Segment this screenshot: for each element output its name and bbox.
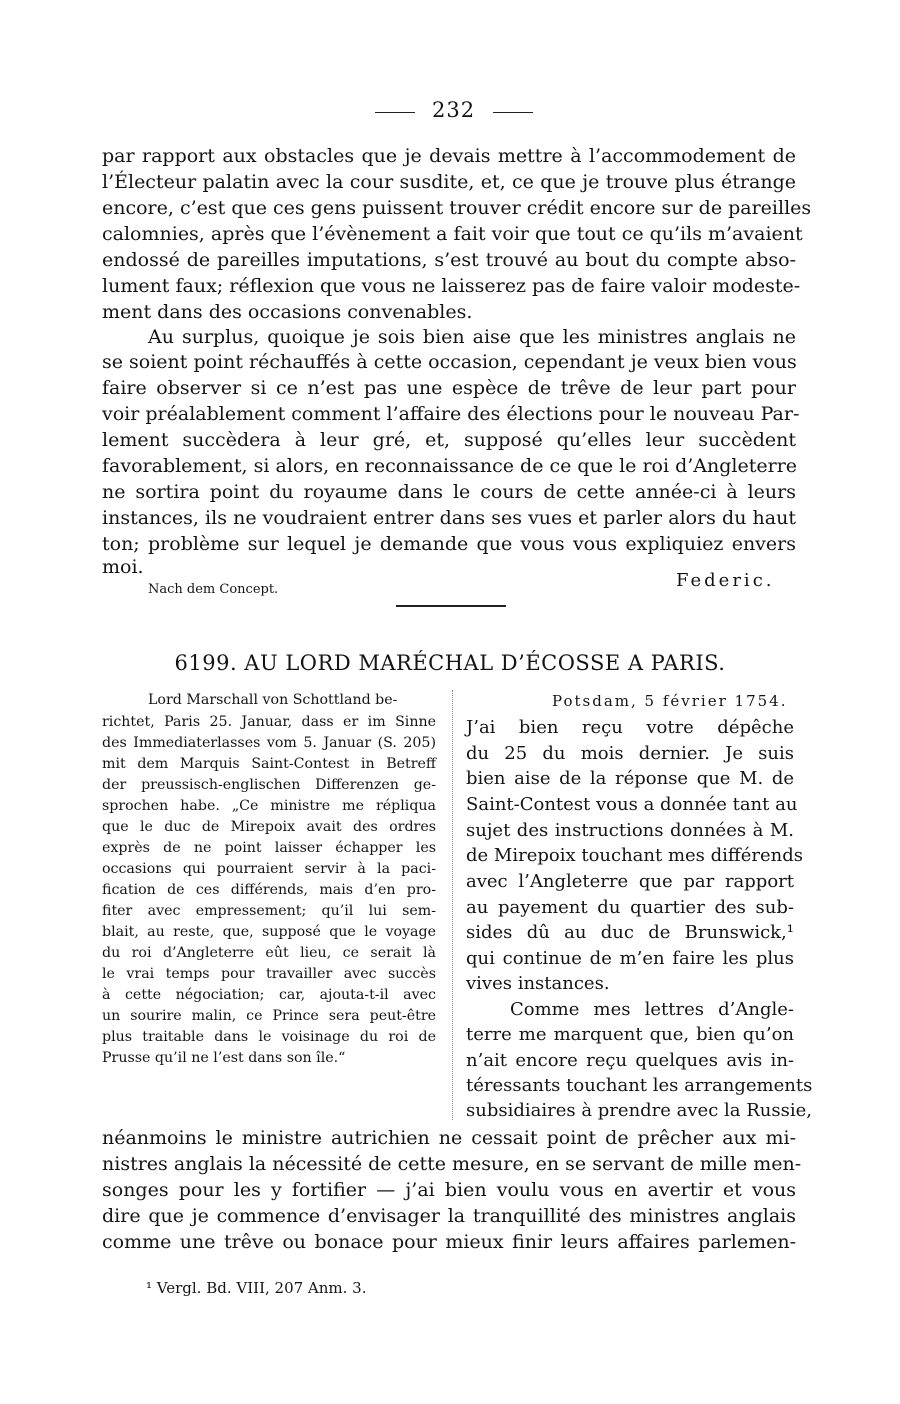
text-line: comme une trêve ou bonace pour mieux finir leurs affaires parlemen- — [102, 1231, 796, 1253]
text-line: Au surplus, quoique je sois bien aise que les ministres anglais ne — [148, 326, 796, 348]
summary-line: Lord Marschall von Schottland be- — [148, 692, 398, 708]
summary-line: à cette négociation; car, ajouta-t-il avec — [102, 987, 436, 1003]
text-line: encore, c’est que ces gens puissent trouver crédit encore sur de pareilles — [102, 197, 812, 219]
summary-line: du roi d’Angleterre eût lieu, ce serait là — [102, 945, 436, 961]
summary-line: le vrai temps pour travailler avec succès — [102, 966, 436, 982]
text-line: dire que je commence d’envisager la tranquillité des ministres anglais — [102, 1205, 796, 1227]
page-number: 232 — [432, 98, 476, 122]
text-line: ne sortira point du royaume dans le cours de cette année-ci à leurs — [102, 481, 796, 503]
text-line: moi. — [102, 556, 144, 578]
text-line: instances, ils ne voudraient entrer dans ses vues et parler alors du haut — [102, 507, 796, 529]
letter-line: terre me marquent que, bien qu’on — [466, 1024, 794, 1045]
text-line: favorablement, si alors, en reconnaissance de ce que le roi d’Angleterre — [102, 455, 798, 477]
text-line: par rapport aux obstacles que je devais mettre à l’accommodement de — [102, 145, 796, 167]
summary-line: der preussisch-englischen Differenzen ge- — [102, 777, 436, 793]
summary-line: exprès de ne point laisser échapper les — [102, 840, 436, 856]
text-line: faire observer si ce n’est pas une espèce de trêve de leur part pour — [102, 377, 796, 399]
letter-line: J’ai bien reçu votre dépêche — [466, 717, 794, 738]
letter-line: sujet des instructions données à M. — [466, 820, 794, 841]
text-line: lument faux; réflexion que vous ne laisserez pas de faire valoir modeste- — [102, 275, 801, 297]
summary-line: sprochen habe. „Ce ministre me répliqua — [102, 798, 436, 814]
dateline: Potsdam, 5 février 1754. — [552, 692, 788, 710]
footnote: ¹ Vergl. Bd. VIII, 207 Anm. 3. — [146, 1279, 367, 1297]
text-line: voir préalablement comment l’affaire des élections pour le nouveau Par- — [102, 403, 800, 425]
text-line: songes pour les y fortifier — j’ai bien voulu vous en avertir et vous — [102, 1179, 796, 1201]
summary-line: Prusse qu’il ne l’est dans son île.“ — [102, 1050, 346, 1066]
source-note: Nach dem Concept. — [148, 582, 279, 597]
summary-line: fication de ces différends, mais d’en pro- — [102, 882, 436, 898]
summary-line: mit dem Marquis Saint-Contest in Betreff — [102, 756, 436, 772]
text-line: calomnies, après que l’évènement a fait voir que tout ce qu’ils m’avaient — [102, 223, 803, 245]
text-line: lement succèdera à leur gré, et, supposé qu’elles leur succèdent — [102, 429, 796, 451]
letter-line: au payement du quartier des sub- — [466, 897, 794, 918]
header-rule-right — [493, 112, 533, 113]
text-line: néanmoins le ministre autrichien ne cessait point de prêcher aux mi- — [102, 1127, 796, 1149]
letter-line: vives instances. — [466, 973, 610, 994]
summary-line: que le duc de Mirepoix avait des ordres — [102, 819, 436, 835]
letter-line: qui continue de m’en faire les plus — [466, 948, 794, 969]
summary-line: fiter avec empressement; qu’il lui sem- — [102, 903, 436, 919]
letter-line: sides dû au duc de Brunswick,¹ — [466, 922, 794, 943]
text-line: se soient point réchauffés à cette occasion, cependant je veux bien vous — [102, 351, 797, 373]
letter-line: du 25 du mois dernier. Je suis — [466, 743, 794, 764]
letter-line: bien aise de la réponse que M. de — [466, 768, 794, 789]
letter-line: n’ait encore reçu quelques avis in- — [466, 1050, 794, 1071]
summary-line: des Immediaterlasses vom 5. Januar (S. 205) — [102, 735, 436, 751]
letter-title: 6199. AU LORD MARÉCHAL D’ÉCOSSE A PARIS. — [174, 651, 726, 675]
header-rule-left — [375, 112, 415, 113]
signature: Federic. — [676, 570, 775, 591]
summary-line: un sourire malin, ce Prince sera peut-être — [102, 1008, 436, 1024]
letter-line: Comme mes lettres d’Angle- — [510, 999, 794, 1020]
letter-line: avec l’Angleterre que par rapport — [466, 871, 794, 892]
text-line: l’Électeur palatin avec la cour susdite, et, ce que je trouve plus étrange — [102, 171, 796, 193]
summary-line: richtet, Paris 25. Januar, dass er im Sinne — [102, 714, 436, 730]
letter-line: subsidiaires à prendre avec la Russie, — [466, 1100, 812, 1121]
summary-line: blait, au reste, que, supposé que le voyage — [102, 924, 436, 940]
letter-line: téressants touchant les arrangements — [466, 1075, 813, 1096]
section-divider — [396, 605, 506, 607]
column-separator — [452, 690, 453, 1120]
letter-line: Saint-Contest vous a donnée tant au — [466, 794, 798, 815]
page-header — [0, 98, 900, 128]
text-line: nistres anglais la nécessité de cette mesure, en se servant de mille men- — [102, 1153, 802, 1175]
letter-line: de Mirepoix touchant mes différends — [466, 845, 803, 866]
summary-line: occasions qui pourraient servir à la paci- — [102, 861, 436, 877]
text-line: ment dans des occasions convenables. — [102, 301, 473, 323]
text-line: ton; problème sur lequel je demande que vous vous expliquiez envers — [102, 533, 796, 555]
text-line: endossé de pareilles imputations, s’est trouvé au bout du compte abso- — [102, 249, 796, 271]
summary-line: plus traitable dans le voisinage du roi de — [102, 1029, 436, 1045]
